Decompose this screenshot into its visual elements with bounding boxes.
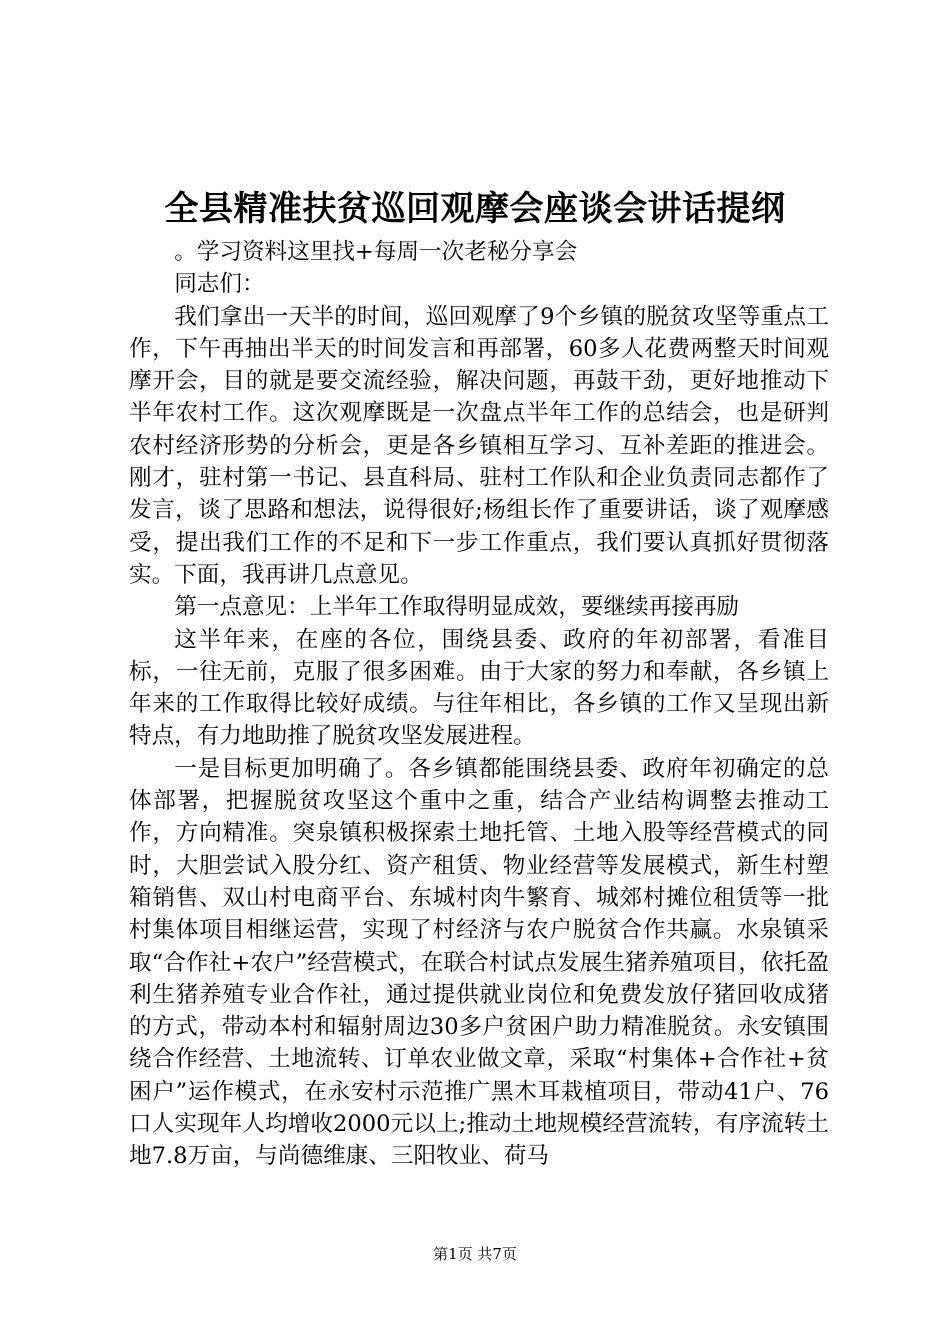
page-number: 第1页 共7页 [433,1245,517,1263]
section-heading: 第一点意见：上半年工作取得明显成效，要继续再接再励 [174,594,740,621]
document-title: 全县精准扶贫巡回观摩会座谈会讲话提纲 [164,189,786,229]
document-body [129,236,829,1173]
salutation: 同志们： [174,271,265,298]
paragraph: 我们拿出一天半的时间，巡回观摩了9个乡镇的脱贫攻坚等重点工作，下午再抽出半天的时间发言和再部署，60多人花费两整天时间观摩开会，目的就是要交流经验，解决问题，再鼓干劲，更好地推动下半年农村工作。这次观摩既是一次盘点半年工作的总结会，也是研判农村经济形势的分析会，更是各乡镇相互学习、互补差距的推进会。刚才，驻村第一书记、县直科局、驻村工作队和企业负责同志都作了发言，谈了思路和想法，说得很好;杨组长作了重要讲话，谈了观摩感受，提出我们工作的不足和下一步工作重点，我们要认真抓好贯彻落实。下面，我再讲几点意见。 [129,303,829,588]
paragraph: 这半年来，在座的各位，围绕县委、政府的年初部署，看准目标，一往无前，克服了很多困难。由于大家的努力和奉献，各乡镇上年来的工作取得比较好成绩。与往年相比，各乡镇的工作又呈现出新特点，有力地助推了脱贫攻坚发展进程。 [129,626,829,750]
paragraph: 一是目标更加明确了。各乡镇都能围绕县委、政府年初确定的总体部署，把握脱贫攻坚这个重中之重，结合产业结构调整去推动工作，方向精准。突泉镇积极探索土地托管、土地入股等经营模式的同时，大胆尝试入股分红、资产租赁、物业经营等发展模式，新生村塑箱销售、双山村电商平台、东城村肉牛繁育、城郊村摊位租赁等一批村集体项目相继运营，实现了村经济与农户脱贫合作共赢。水泉镇采取“合作社+农户”经营模式，在联合村试点发展生猪养殖项目，依托盈利生猪养殖专业合作社，通过提供就业岗位和免费发放仔猪回收成猪的方式，带动本村和辐射周边30多户贫困户助力精准脱贫。永安镇围绕合作经营、土地流转、订单农业做文章，采取“村集体+合作社+贫困户”运作模式，在永安村示范推广黑木耳栽植项目，带动41户、76口人实现年人均增收2000元以上;推动土地规模经营流转，有序流转土地7.8万亩，与尚德维康、三阳牧业、荷马 [129,755,829,1170]
subtitle-line: 。学习资料这里找+每周一次老秘分享会 [174,239,578,265]
